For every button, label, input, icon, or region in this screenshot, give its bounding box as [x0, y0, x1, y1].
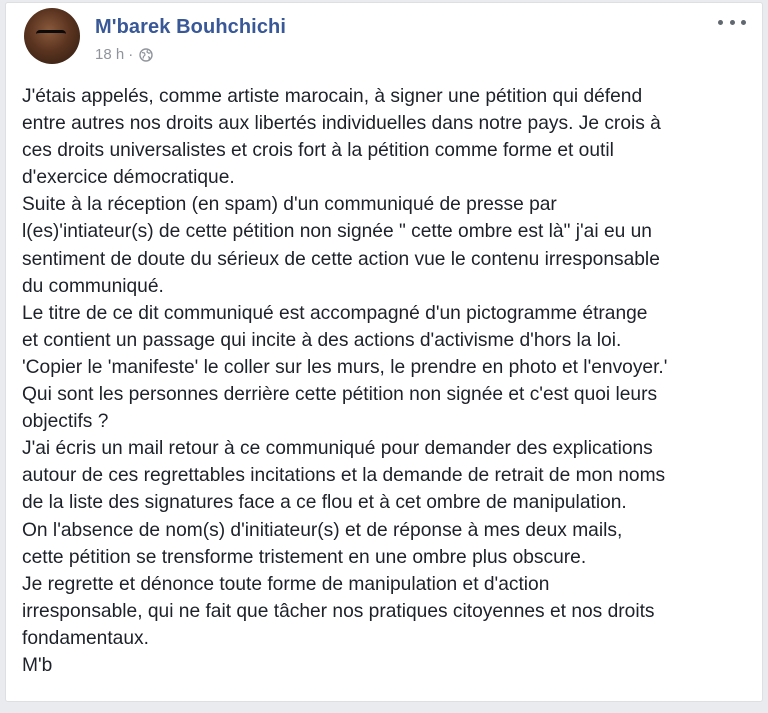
post-line: entre autres nos droits aux libertés individuelles dans notre pays. Je crois à — [22, 113, 661, 135]
post-line: 'Copier le 'manifeste' le coller sur les murs, le prendre en photo et l'envoyer.' — [22, 356, 668, 378]
post-line: Suite à la réception (en spam) d'un communiqué de presse par — [22, 194, 557, 216]
post-line: et contient un passage qui incite à des actions d'activisme d'hors la loi. — [22, 329, 622, 351]
post-line: On l'absence de nom(s) d'initiateur(s) et de réponse à mes deux mails, — [22, 519, 623, 541]
globe-icon[interactable] — [139, 48, 153, 62]
post-line: cette pétition se trensforme tristement en une ombre plus obscure. — [22, 546, 587, 568]
avatar-photo — [36, 30, 66, 41]
dot-icon — [718, 20, 723, 25]
post-line: autour de ces regrettables incitations et la demande de retrait de mon noms — [22, 465, 666, 487]
post-line: du communiqué. — [22, 275, 164, 297]
dot-icon — [730, 20, 735, 25]
post-line: sentiment de doute du sérieux de cette action vue le contenu irresponsable — [22, 248, 660, 270]
post-line: fondamentaux. — [22, 627, 149, 649]
post-line: objectifs ? — [22, 411, 109, 433]
post-line: irresponsable, qui ne fait que tâcher nos pratiques citoyennes et nos droits — [22, 600, 655, 622]
post-line: d'exercice démocratique. — [22, 167, 235, 189]
post-timestamp[interactable]: 18 h — [95, 46, 125, 63]
post-meta — [95, 46, 153, 63]
page-background-strip — [0, 702, 768, 713]
post-body — [22, 83, 752, 679]
post-line: Je regrette et dénonce toute forme de manipulation et d'action — [22, 573, 550, 595]
post-line: Qui sont les personnes derrière cette pétition non signée et c'est quoi leurs — [22, 384, 658, 406]
post-line: Le titre de ce dit communiqué est accompagné d'un pictogramme étrange — [22, 302, 648, 324]
post-line: J'étais appelés, comme artiste marocain, à signer une pétition qui défend — [22, 86, 643, 107]
post-line: de la liste des signatures face a ce flou et à cet ombre de manipulation. — [22, 492, 627, 514]
post-card — [5, 2, 763, 702]
avatar[interactable] — [24, 8, 80, 64]
meta-separator: · — [128, 46, 134, 63]
post-line: J'ai écris un mail retour à ce communiqué pour demander des explications — [22, 438, 653, 460]
post-line: ces droits universalistes et crois fort à la pétition comme forme et outil — [22, 140, 614, 162]
post-signature: M'b — [22, 654, 53, 676]
ellipsis-icon[interactable] — [718, 13, 746, 31]
post-line: l(es)'intiateur(s) de cette pétition non signée " cette ombre est là" j'ai eu un — [22, 221, 652, 243]
author-name-link[interactable]: M'barek Bouhchichi — [95, 16, 287, 38]
dot-icon — [741, 20, 746, 25]
